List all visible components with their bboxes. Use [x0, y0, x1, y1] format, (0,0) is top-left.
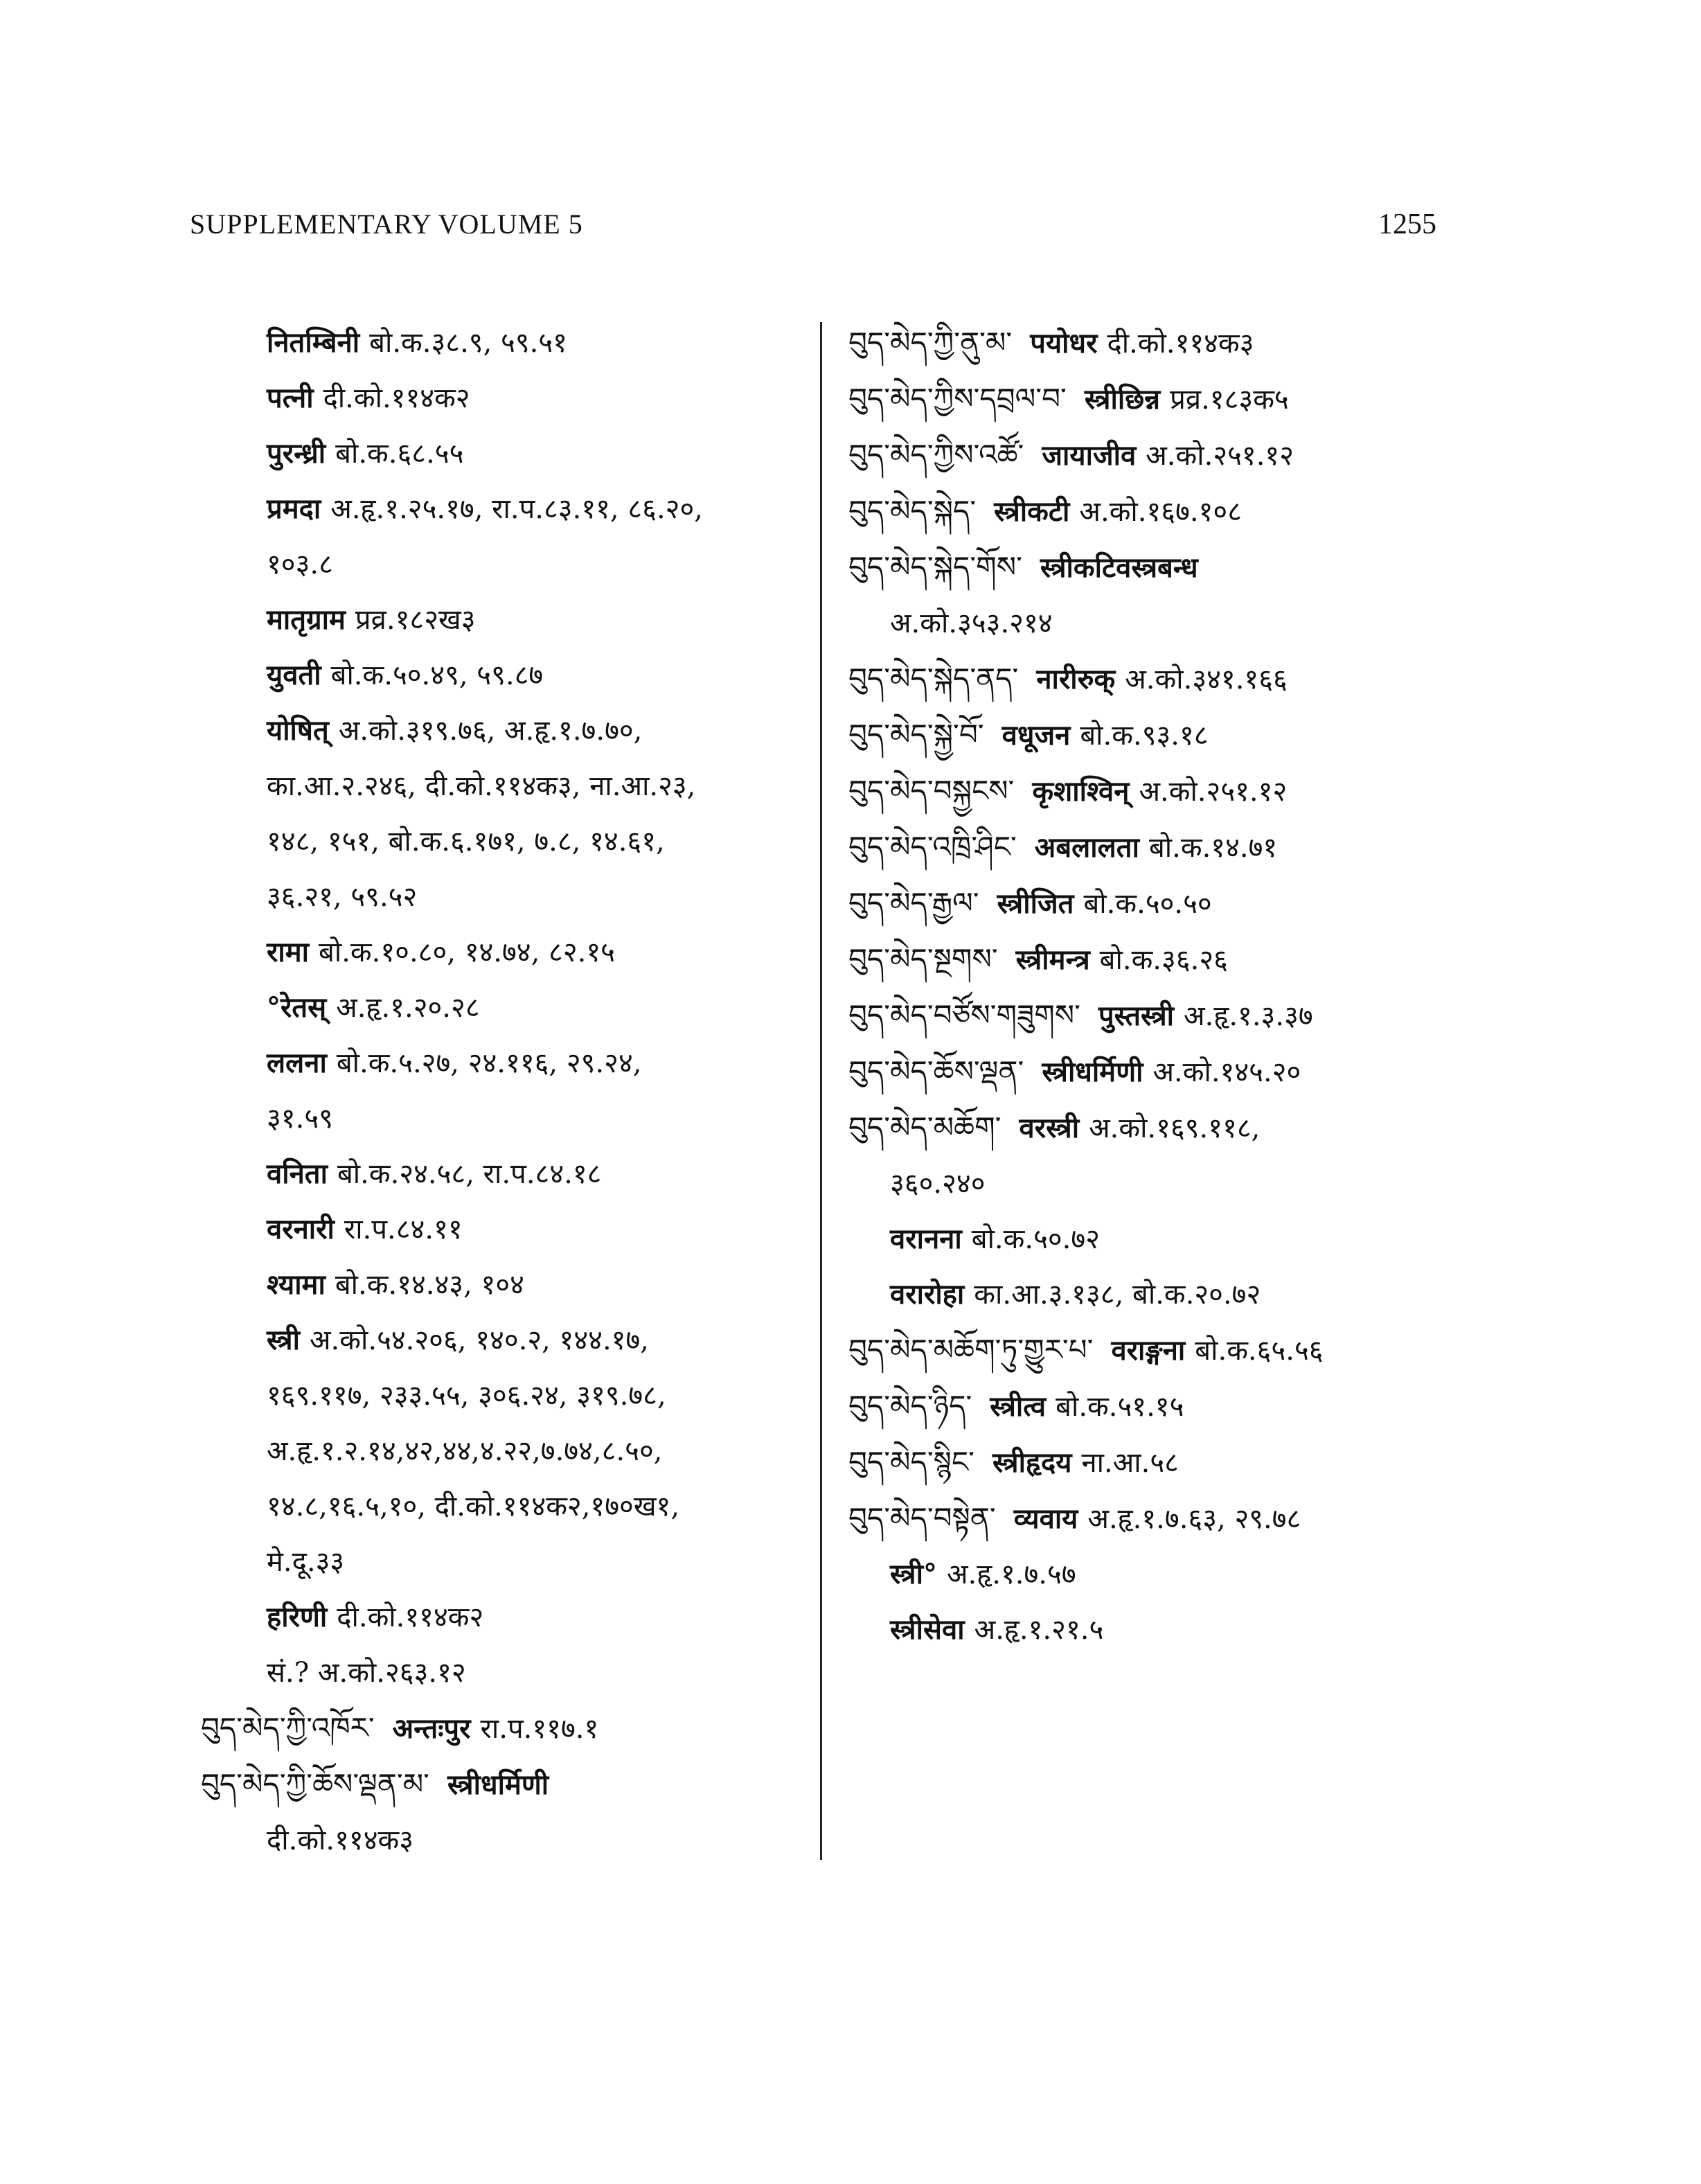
dictionary-entry: [201, 537, 810, 592]
dictionary-entry: [201, 1202, 810, 1257]
left-column: [201, 315, 810, 1868]
sanskrit-headword: कृशाश्विन्: [1032, 775, 1130, 808]
dictionary-entry: [201, 1423, 810, 1479]
sanskrit-headword: वधूजन: [1001, 719, 1071, 752]
source-references: अ.हृ.१.२१.५: [974, 1614, 1104, 1646]
source-references: दी.को.११४क२: [337, 1601, 484, 1633]
sanskrit-headword: अबलालता: [1034, 831, 1139, 864]
source-references: प्रव्र.१८३क५: [1170, 384, 1289, 416]
tibetan-term: བུད་མེད་བཙོས་གཟུགས་: [848, 998, 1080, 1032]
source-references: ३६०.२४०: [890, 1168, 986, 1200]
dictionary-entry: [848, 1156, 1458, 1211]
source-references: अ.को.२५१.१२: [1146, 440, 1294, 472]
dictionary-entry: [848, 1378, 1458, 1435]
dictionary-entry: [848, 1547, 1458, 1602]
sanskrit-headword: पयोधर: [1030, 327, 1098, 359]
dictionary-entry: [848, 932, 1458, 988]
sanskrit-headword: व्यवाय: [1013, 1502, 1078, 1535]
dictionary-entry: [201, 1813, 810, 1868]
source-references: अ.को.१४५.२०: [1152, 1056, 1301, 1088]
dictionary-entry: [848, 596, 1458, 651]
column-divider: [820, 322, 822, 1860]
tibetan-term: བུད་མེད་འཁྲི་ཤིང་: [848, 830, 1017, 864]
sanskrit-headword: पत्नी: [267, 382, 314, 414]
dictionary-entry: [848, 483, 1458, 540]
dictionary-entry: [848, 1100, 1458, 1156]
dictionary-entry: [201, 1313, 810, 1368]
tibetan-term: བུད་མེད་མཆོག་: [848, 1110, 1001, 1144]
sanskrit-headword: वरारोहा: [890, 1278, 965, 1311]
tibetan-term: བུད་མེད་ཀྱི་འཁོར་: [201, 1711, 375, 1745]
source-references: सं.? अ.को.२६३.१२: [267, 1657, 466, 1689]
dictionary-entry: [201, 1146, 810, 1202]
source-references: अ.को.१६७.१०८: [1079, 496, 1243, 528]
source-references: बो.क.१४.४३, १०४: [335, 1269, 524, 1301]
page-number: 1255: [1378, 208, 1436, 240]
dictionary-entry: [201, 481, 810, 537]
source-references: १४८, १५१, बो.क.६.१७१, ७.८, १४.६१,: [267, 826, 665, 858]
tibetan-term: བུད་མེད་སྐེད་གོས་: [848, 550, 1022, 584]
dictionary-entry: [201, 980, 810, 1036]
dictionary-entry: [848, 315, 1458, 371]
source-references: अ.को.३४१.१६६: [1125, 664, 1288, 695]
source-references: अ.हृ.१.२.१४,४२,४४,४.२२,७.७४,८.५०,: [267, 1435, 663, 1467]
sanskrit-headword: स्त्रीहृदय: [992, 1446, 1072, 1479]
sanskrit-headword: अन्तःपुर: [392, 1712, 471, 1745]
dictionary-entry: [201, 1701, 810, 1757]
dictionary-entry: [201, 703, 810, 758]
dictionary-entry: [848, 988, 1458, 1044]
sanskrit-headword: स्त्री°: [890, 1558, 937, 1590]
sanskrit-headword: नितम्बिनी: [267, 326, 360, 359]
dictionary-entry: [201, 1534, 810, 1590]
source-references: बो.क.५.२७, २४.११६, २९.२४,: [336, 1047, 642, 1079]
dictionary-entry: [201, 592, 810, 648]
dictionary-entry: [201, 869, 810, 925]
source-references: मे.दू.३३: [267, 1546, 345, 1578]
tibetan-term: བུད་མེད་སྐེད་ནད་: [848, 662, 1019, 695]
sanskrit-headword: वरस्त्री: [1019, 1112, 1080, 1144]
tibetan-term: བུད་མེད་ཀྱིས་དབྲལ་བ་: [848, 382, 1067, 416]
dictionary-entry: [848, 1602, 1458, 1658]
source-references: बो.क.६८.५५: [335, 438, 464, 470]
sanskrit-headword: स्त्रीकटी: [994, 495, 1070, 528]
dictionary-entry: [848, 1322, 1458, 1378]
dictionary-entry: [201, 1036, 810, 1091]
source-references: बो.क.१०.८०, १४.७४, ८२.१५: [319, 936, 615, 968]
source-references: बो.क.५१.१५: [1056, 1391, 1184, 1423]
source-references: बो.क.५०.७२: [971, 1223, 1100, 1255]
dictionary-entry: [848, 876, 1458, 932]
dictionary-entry: [848, 1491, 1458, 1547]
dictionary-entry: [201, 1757, 810, 1813]
sanskrit-headword: स्त्रीकटिवस्त्रबन्ध: [1040, 551, 1198, 584]
dictionary-entry: [201, 1368, 810, 1423]
dictionary-entry: [848, 651, 1458, 707]
source-references: अ.हृ.१.२५.१७, रा.प.८३.११, ८६.२०,: [330, 493, 703, 525]
tibetan-term: བུད་མེད་རྒྱལ་: [848, 886, 979, 920]
dictionary-entry: [201, 1257, 810, 1313]
dictionary-entry: [848, 1435, 1458, 1491]
source-references: १६९.११७, २३३.५५, ३०६.२४, ३१९.७८,: [267, 1380, 666, 1412]
sanskrit-headword: पुरन्ध्री: [267, 437, 326, 470]
dictionary-entry: [201, 814, 810, 869]
running-head: SUPPLEMENTARY VOLUME 5: [190, 208, 583, 240]
source-references: बो.क.५०.५०: [1083, 888, 1212, 920]
dictionary-entry: [201, 426, 810, 481]
source-references: दी.को.११४क३: [267, 1825, 414, 1856]
tibetan-term: བུད་མེད་སྙིང་: [848, 1445, 974, 1479]
source-references: बो.क.१४.७१: [1148, 832, 1278, 864]
source-references: रा.प.८४.११: [344, 1214, 463, 1245]
dictionary-entry: [201, 648, 810, 703]
tibetan-term: བུད་མེད་སྐེད་: [848, 494, 977, 528]
sanskrit-headword: जायाजीव: [1042, 439, 1137, 472]
source-references: प्रव्र.१८२ख३: [355, 604, 476, 636]
sanskrit-headword: नारीरुक्: [1036, 663, 1116, 695]
source-references: १०३.८: [267, 549, 333, 580]
source-references: बो.क.३८.९, ५९.५१: [369, 327, 567, 359]
tibetan-term: བུད་མེད་ཉིད་: [848, 1389, 972, 1423]
sanskrit-headword: हरिणी: [267, 1601, 328, 1633]
sanskrit-headword: युवती: [267, 659, 321, 691]
dictionary-entry: [848, 371, 1458, 427]
tibetan-term: བུད་མེད་ཀྱིས་འཚོ་: [848, 438, 1024, 472]
sanskrit-headword: स्त्रीजित: [997, 887, 1074, 920]
source-references: का.आ.३.१३८, बो.क.२०.७२: [974, 1279, 1261, 1311]
sanskrit-headword: °रेतस्: [267, 991, 327, 1024]
sanskrit-headword: वरानना: [890, 1223, 962, 1255]
sanskrit-headword: स्त्रीधर्मिणी: [1042, 1056, 1143, 1088]
sanskrit-headword: ललना: [267, 1047, 327, 1079]
source-references: अ.हृ.१.३.३७: [1184, 1000, 1313, 1032]
dictionary-entry: [848, 819, 1458, 876]
sanskrit-headword: रामा: [267, 936, 309, 968]
tibetan-term: བུད་མེད་སྔགས་: [848, 942, 998, 976]
dictionary-entry: [201, 758, 810, 814]
sanskrit-headword: वनिता: [267, 1157, 328, 1190]
sanskrit-headword: स्त्रीसेवा: [890, 1613, 965, 1646]
sanskrit-headword: वरनारी: [267, 1213, 335, 1245]
source-references: ना.आ.५८: [1081, 1447, 1179, 1479]
sanskrit-headword: स्त्रीत्व: [990, 1390, 1047, 1423]
dictionary-entry: [201, 1590, 810, 1645]
source-references: ३१.५९: [267, 1103, 333, 1135]
dictionary-entry: [201, 1479, 810, 1534]
dictionary-entry: [848, 707, 1458, 763]
dictionary-entry: [201, 315, 810, 371]
tibetan-term: བུད་མེད་ཀྱི་ནུ་མ་: [848, 326, 1013, 359]
sanskrit-headword: पुस्तस्त्री: [1098, 1000, 1175, 1032]
source-references: बो.क.५०.४९, ५९.८७: [330, 659, 544, 691]
dictionary-entry: [848, 1211, 1458, 1267]
source-references: ३६.२१, ५९.५२: [267, 881, 418, 913]
tibetan-term: བུད་མེད་མཆོག་ཏུ་གྱུར་པ་: [848, 1333, 1094, 1367]
sanskrit-headword: स्त्री: [267, 1324, 300, 1356]
dictionary-entry: [201, 925, 810, 980]
source-references: बो.क.६५.५६: [1195, 1335, 1324, 1367]
source-references: अ.हृ.१.२०.२८: [336, 992, 480, 1024]
tibetan-term: བུད་མེད་ཀྱི་ཆོས་ལྡན་མ་: [201, 1767, 429, 1801]
source-references: का.आ.२.२४६, दी.को.११४क३, ना.आ.२३,: [267, 770, 696, 802]
source-references: अ.को.१६९.११८,: [1089, 1112, 1261, 1144]
sanskrit-headword: स्त्रीछिन्न: [1084, 383, 1161, 416]
source-references: अ.को.२५१.१२: [1139, 776, 1288, 808]
dictionary-entry: [848, 427, 1458, 483]
dictionary-entry: [201, 371, 810, 426]
source-references: बो.क.३६.२६: [1099, 944, 1228, 976]
dictionary-entry: [201, 1645, 810, 1701]
sanskrit-headword: श्यामा: [267, 1268, 326, 1301]
sanskrit-headword: स्त्रीधर्मिणी: [447, 1768, 549, 1801]
sanskrit-headword: योषित्: [267, 714, 329, 747]
source-references: अ.को.३५३.२१४: [890, 607, 1053, 639]
source-references: दी.को.११४क३: [1107, 328, 1254, 359]
source-references: बो.क.२४.५८, रा.प.८४.१८: [337, 1158, 602, 1190]
source-references: अ.हृ.१.७.६३, २९.७८: [1087, 1503, 1301, 1535]
tibetan-term: བུད་མེད་བསྐྱངས་: [848, 774, 1015, 808]
dictionary-entry: [848, 540, 1458, 596]
source-references: दी.को.११४क२: [323, 382, 470, 414]
sanskrit-headword: वराङ्गना: [1111, 1334, 1186, 1367]
dictionary-entry: [848, 1267, 1458, 1322]
tibetan-term: བུད་མེད་བསྟེན་: [848, 1501, 996, 1535]
tibetan-term: བུད་མེད་སྐྱེ་བོ་: [848, 718, 984, 752]
source-references: १४.८,१६.५,१०, दी.को.११४क२,१७०ख१,: [267, 1491, 680, 1522]
page-header: [190, 208, 1436, 256]
sanskrit-headword: स्त्रीमन्त्र: [1015, 943, 1090, 976]
dictionary-entry: [201, 1091, 810, 1146]
source-references: बो.क.९३.१८: [1080, 720, 1209, 752]
dictionary-entry: [848, 1044, 1458, 1100]
source-references: अ.को.३१९.७६, अ.हृ.१.७.७०,: [338, 715, 643, 747]
tibetan-term: བུད་མེད་ཆོས་ལྡན་: [848, 1054, 1024, 1088]
source-references: अ.हृ.१.७.५७: [947, 1559, 1076, 1590]
sanskrit-headword: प्रमदा: [267, 492, 321, 525]
sanskrit-headword: मातृग्राम: [267, 603, 346, 636]
source-references: अ.को.५४.२०६, १४०.२, १४४.१७,: [310, 1324, 649, 1356]
source-references: रा.प.११७.१: [480, 1713, 599, 1745]
right-column: [848, 315, 1458, 1658]
dictionary-entry: [848, 763, 1458, 819]
